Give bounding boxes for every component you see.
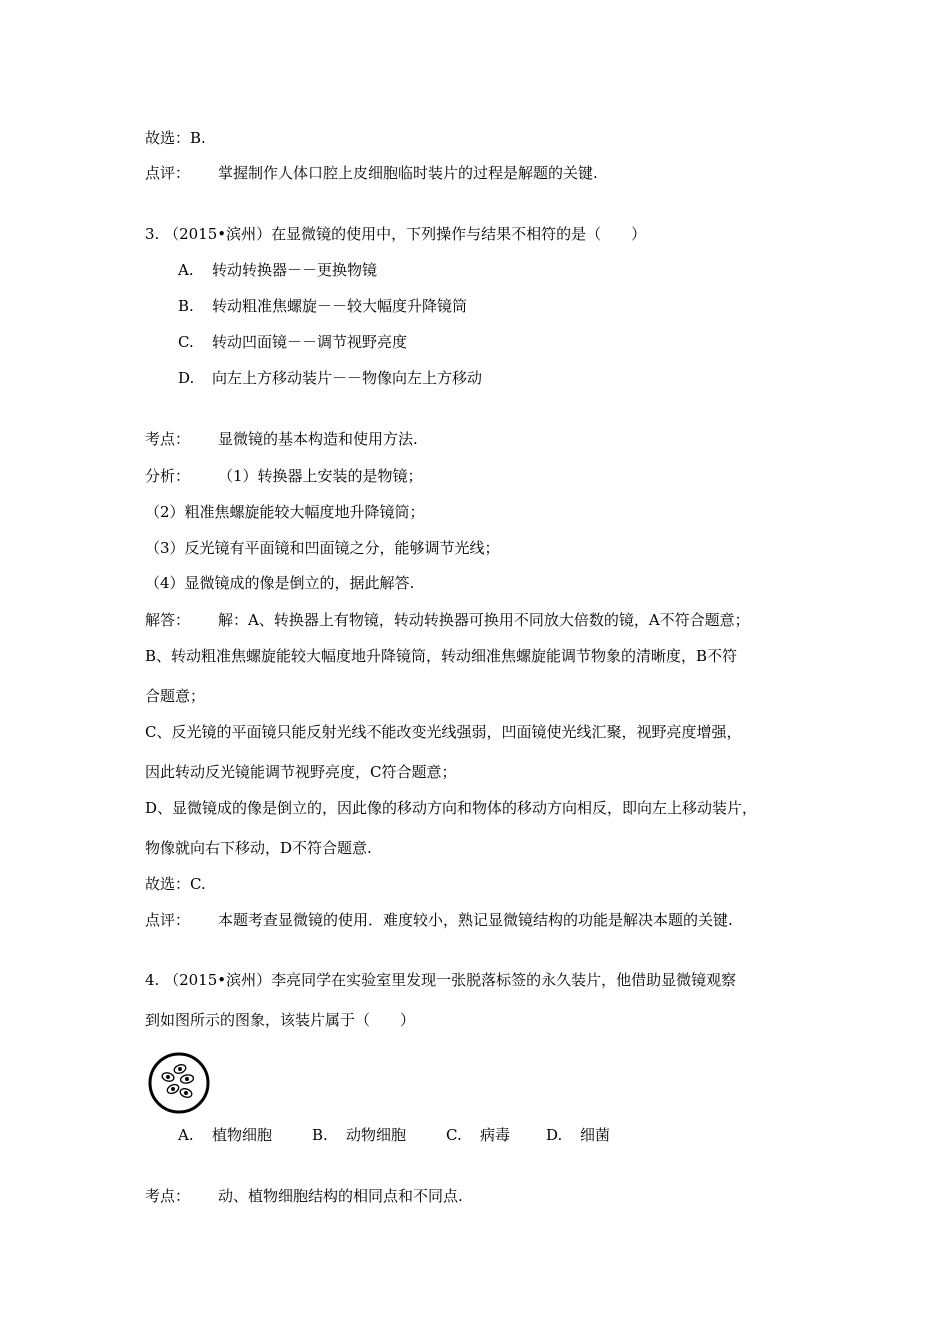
- q3-solution-3: 合题意；: [145, 687, 206, 705]
- q4-option-b-label: B.: [312, 1126, 328, 1144]
- q3-option-d: [178, 368, 482, 388]
- q2-comment-row: [145, 163, 598, 183]
- cell-group: [161, 1063, 194, 1099]
- q3-solution-label: 解答：: [145, 611, 191, 629]
- q3-option-b-text: 转动粗准焦螺旋－－较大幅度升降镜筒: [212, 297, 468, 315]
- cell-4-nucleus: [172, 1088, 175, 1091]
- q2-comment-label: 点评：: [145, 164, 191, 182]
- q3-solution-2: B、转动粗准焦螺旋能较大幅度地升降镜筒，转动细准焦螺旋能调节物象的清晰度，B不符: [145, 647, 738, 665]
- q3-solution-7: 物像就向右下移动，D不符合题意.: [145, 839, 372, 857]
- cell-2-nucleus: [167, 1076, 170, 1079]
- q4-stem-1: 4. （2015•滨州）李亮同学在实验室里发现一张脱落标签的永久装片，他借助显微镜观察: [145, 971, 737, 989]
- q3-option-b-label: B.: [178, 297, 194, 315]
- q4-option-a-label: A.: [178, 1126, 194, 1144]
- q4-options-row: [178, 1125, 610, 1145]
- q3-option-b: [178, 296, 467, 316]
- q4-stem-2: 到如图所示的图象，该装片属于（ ）: [145, 1011, 416, 1029]
- q4-option-d-label: D.: [546, 1126, 563, 1144]
- q4-option-a-text: 植物细胞: [212, 1126, 273, 1144]
- q3-solution-6: D、显微镜成的像是倒立的，因此像的移动方向和物体的移动方向相反，即向左上移动装片，: [145, 799, 758, 817]
- q3-option-c-text: 转动凹面镜－－调节视野亮度: [212, 333, 408, 351]
- q3-solution-4: C、反光镜的平面镜只能反射光线不能改变光线强弱，凹面镜使光线汇聚，视野亮度增强，: [145, 723, 742, 741]
- q4-option-d-text: 细菌: [580, 1126, 611, 1144]
- q3-point-text: 显微镜的基本构造和使用方法.: [218, 430, 418, 448]
- q3-answer: 故选：C.: [145, 875, 206, 893]
- q4-point-row: [145, 1186, 463, 1206]
- q3-comment-row: [145, 910, 733, 930]
- q3-solution-row: [145, 610, 750, 630]
- q3-option-a-text: 转动转换器－－更换物镜: [212, 261, 378, 279]
- q3-option-a-label: A.: [178, 261, 194, 279]
- q3-option-c: [178, 332, 407, 352]
- q4-point-label: 考点：: [145, 1187, 191, 1205]
- microscope-view-figure: [146, 1052, 212, 1114]
- q4-option-c-label: C.: [446, 1126, 462, 1144]
- q3-comment-label: 点评：: [145, 911, 191, 929]
- q3-option-d-text: 向左上方移动装片－－物像向左上方移动: [212, 369, 483, 387]
- q2-answer: 故选：B.: [145, 129, 206, 147]
- q3-solution-5: 因此转动反光镜能调节视野亮度，C符合题意；: [145, 763, 457, 781]
- q3-point-row: [145, 429, 418, 449]
- cell-5-nucleus: [185, 1092, 188, 1095]
- q3-point-label: 考点：: [145, 430, 191, 448]
- cell-1-nucleus: [179, 1068, 182, 1071]
- q4-point-text: 动、植物细胞结构的相同点和不同点.: [218, 1187, 463, 1205]
- q3-solution-1: 解：A、转换器上有物镜，转动转换器可换用不同放大倍数的镜，A不符合题意；: [218, 611, 750, 629]
- q4-option-c-text: 病毒: [480, 1126, 511, 1144]
- q3-option-c-label: C.: [178, 333, 194, 351]
- cell-3-nucleus: [186, 1078, 189, 1081]
- q3-analysis-row: [145, 466, 423, 486]
- q3-analysis-2: （2）粗准焦螺旋能较大幅度地升降镜筒；: [145, 503, 425, 521]
- q3-option-a: [178, 260, 377, 280]
- q3-analysis-label: 分析：: [145, 467, 191, 485]
- q4-option-b-text: 动物细胞: [346, 1126, 407, 1144]
- field-of-view-circle: [150, 1054, 208, 1112]
- q2-comment-text: 掌握制作人体口腔上皮细胞临时装片的过程是解题的关键.: [218, 164, 598, 182]
- q3-option-d-label: D.: [178, 369, 195, 387]
- q3-stem: 3. （2015•滨州）在显微镜的使用中，下列操作与结果不相符的是（ ）: [145, 225, 647, 243]
- q3-comment-text: 本题考查显微镜的使用．难度较小，熟记显微镜结构的功能是解决本题的关键.: [218, 911, 733, 929]
- q3-analysis-3: （3）反光镜有平面镜和凹面镜之分，能够调节光线；: [145, 539, 500, 557]
- q3-analysis-4: （4）显微镜成的像是倒立的，据此解答.: [145, 574, 415, 592]
- q3-analysis-1: （1）转换器上安装的是物镜；: [218, 467, 423, 485]
